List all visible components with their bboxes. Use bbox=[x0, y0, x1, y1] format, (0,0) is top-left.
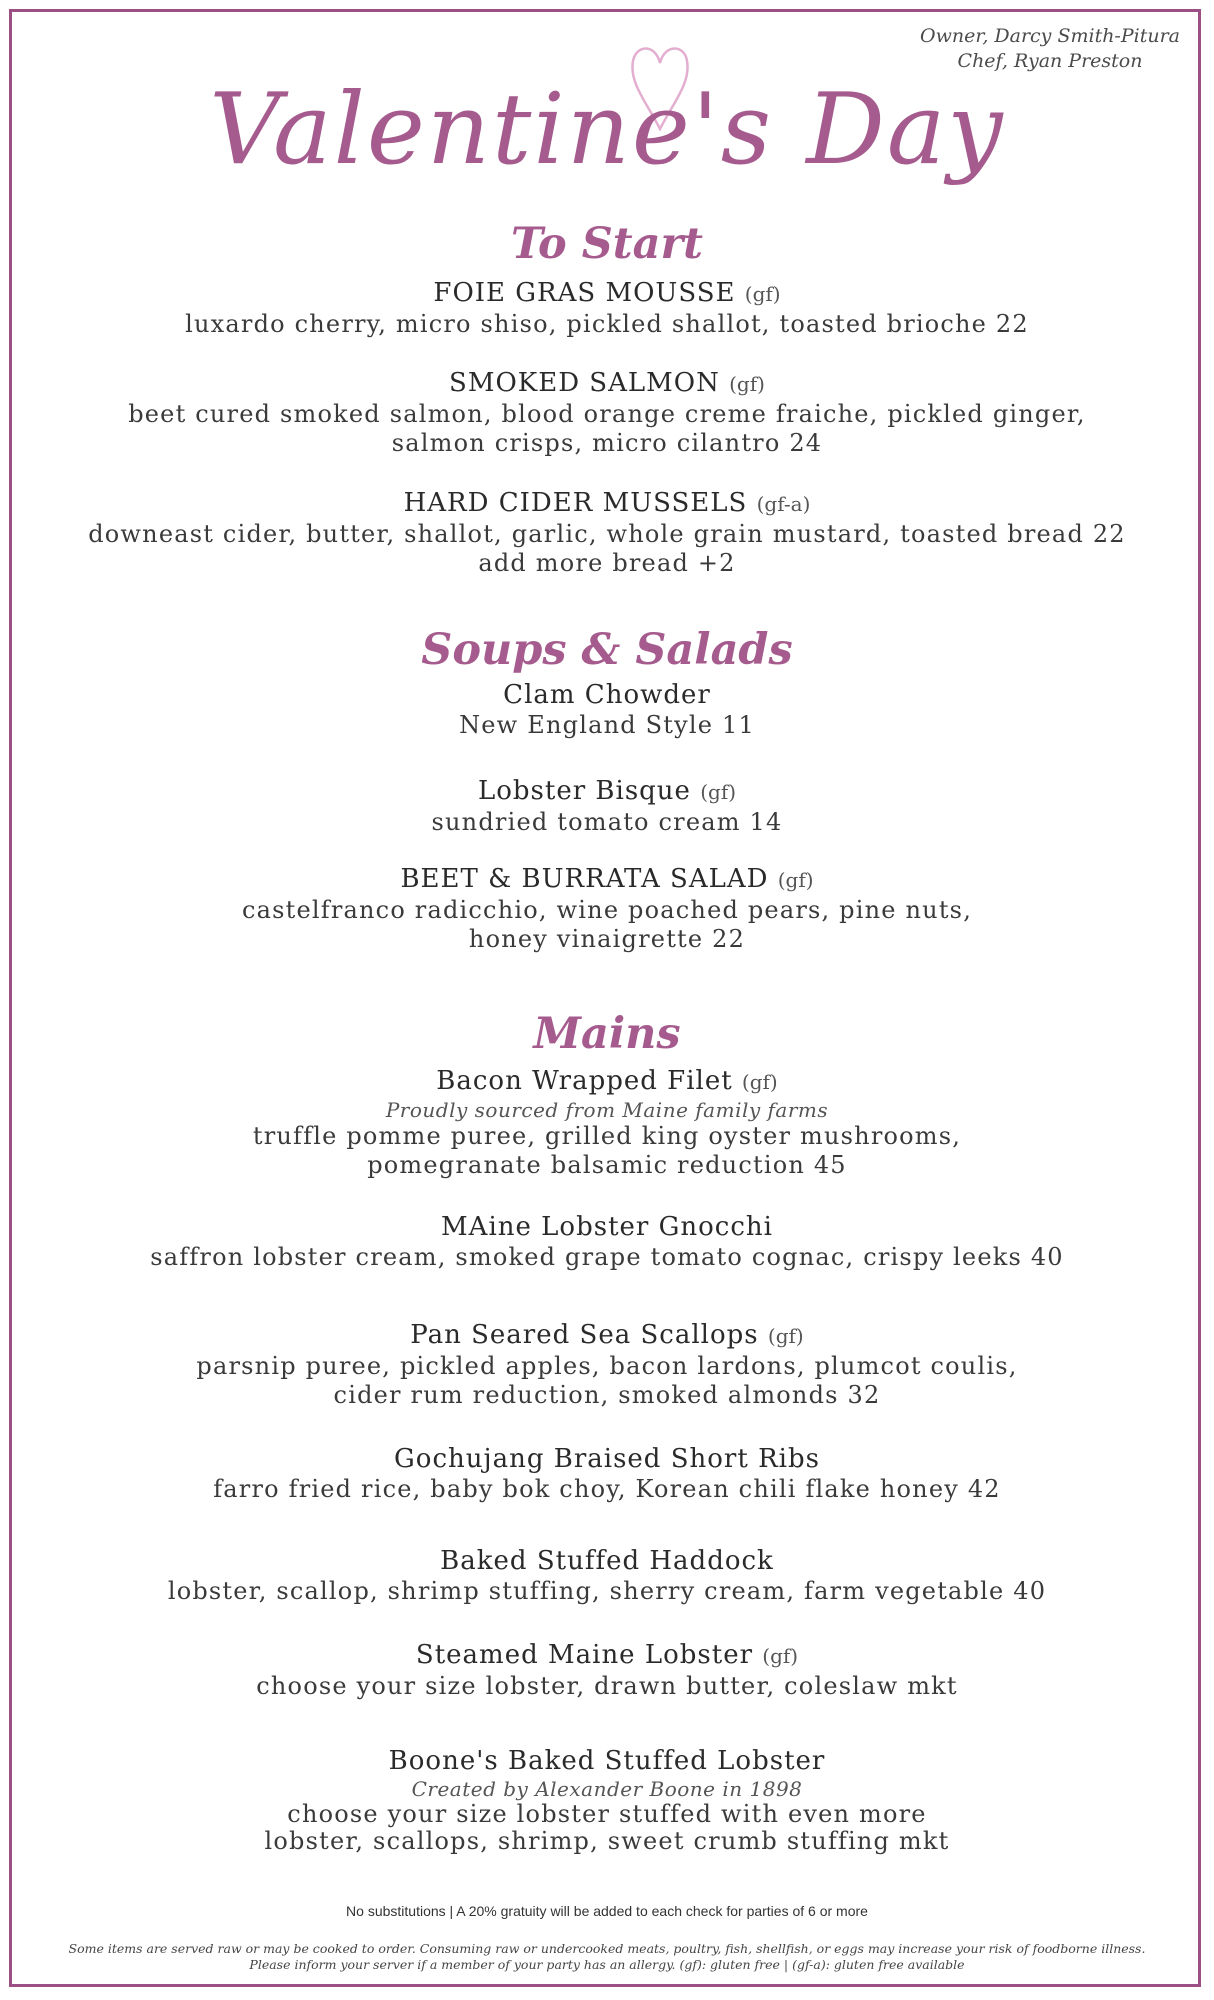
menu-item-foie-gras bbox=[0, 278, 1214, 339]
item-name: Gochujang Braised Short Ribs bbox=[394, 1444, 820, 1474]
menu-item-beet-burrata bbox=[0, 864, 1214, 954]
item-description: pomegranate balsamic reduction 45 bbox=[367, 1151, 847, 1179]
item-description: New England Style 11 bbox=[459, 711, 755, 739]
dietary-tag: (gf-a) bbox=[756, 492, 811, 516]
menu-item-boones-lobster bbox=[0, 1746, 1214, 1855]
item-description: castelfranco radicchio, wine poached pears, pine nuts, bbox=[241, 896, 973, 924]
section-title-soups-salads: Soups & Salads bbox=[421, 625, 793, 675]
dietary-tag: (gf) bbox=[741, 1070, 778, 1094]
item-name: Pan Seared Sea Scallops bbox=[410, 1320, 759, 1350]
item-name: Clam Chowder bbox=[503, 680, 711, 710]
item-note: Proudly sourced from Maine family farms bbox=[385, 1098, 829, 1122]
item-name: Baked Stuffed Haddock bbox=[440, 1546, 774, 1576]
item-description: parsnip puree, pickled apples, bacon lardons, plumcot coulis, bbox=[196, 1352, 1018, 1380]
item-name: HARD CIDER MUSSELS bbox=[403, 488, 748, 518]
item-name: Lobster Bisque bbox=[477, 776, 691, 806]
dietary-tag: (gf) bbox=[700, 780, 737, 804]
menu-item-mussels bbox=[0, 488, 1214, 578]
dietary-tag: (gf) bbox=[729, 372, 765, 396]
item-description: honey vinaigrette 22 bbox=[468, 925, 746, 953]
dietary-tag: (gf) bbox=[777, 868, 814, 892]
item-description: sundried tomato cream 14 bbox=[431, 808, 783, 836]
section-title-mains: Mains bbox=[533, 1009, 681, 1059]
menu-item-lobster-bisque bbox=[0, 776, 1214, 837]
owner-credit: Owner, Darcy Smith-Pitura bbox=[920, 25, 1180, 47]
section-title-to-start: To Start bbox=[510, 219, 703, 269]
item-name: BEET & BURRATA SALAD bbox=[400, 864, 769, 894]
item-description: choose your size lobster, drawn butter, coleslaw mkt bbox=[256, 1672, 958, 1700]
item-name: Bacon Wrapped Filet bbox=[436, 1066, 733, 1096]
dietary-tag: (gf) bbox=[762, 1644, 799, 1668]
menu-item-bacon-filet bbox=[0, 1066, 1214, 1180]
item-description: luxardo cherry, micro shiso, pickled shallot, toasted brioche 22 bbox=[185, 310, 1029, 338]
item-description: truffle pomme puree, grilled king oyster mushrooms, bbox=[252, 1122, 962, 1150]
health-disclaimer bbox=[0, 1941, 1214, 1973]
item-name: FOIE GRAS MOUSSE bbox=[433, 278, 736, 308]
item-description: downeast cider, butter, shallot, garlic, whole grain mustard, toasted bread 22 bbox=[88, 520, 1126, 548]
item-description: lobster, scallop, shrimp stuffing, sherry cream, farm vegetable 40 bbox=[167, 1577, 1047, 1605]
allergy-note: Please inform your server if a member of your party has an allergy. (gf): gluten free | (gf-a): gluten free available bbox=[249, 1957, 965, 1972]
dietary-tag: (gf) bbox=[744, 282, 781, 306]
item-name: Boone's Baked Stuffed Lobster bbox=[388, 1746, 826, 1776]
chef-credit: Chef, Ryan Preston bbox=[957, 50, 1143, 72]
consumer-advisory: Some items are served raw or may be cooked to order. Consuming raw or undercooked meats, poultry, fish, shellfish, or eggs may increase your risk of foodborne illness. bbox=[68, 1941, 1146, 1956]
menu-item-haddock bbox=[0, 1546, 1214, 1606]
menu-item-smoked-salmon bbox=[0, 368, 1214, 458]
staff-credits bbox=[920, 24, 1180, 74]
menu-item-short-ribs bbox=[0, 1444, 1214, 1504]
item-description: choose your size lobster stuffed with even more bbox=[287, 1800, 927, 1828]
menu-item-steamed-lobster bbox=[0, 1640, 1214, 1701]
item-note: Created by Alexander Boone in 1898 bbox=[411, 1777, 803, 1801]
item-name: MAine Lobster Gnocchi bbox=[441, 1212, 773, 1242]
item-name: Steamed Maine Lobster bbox=[415, 1640, 754, 1670]
item-description: salmon crisps, micro cilantro 24 bbox=[391, 429, 823, 457]
menu-item-clam-chowder bbox=[0, 680, 1214, 740]
menu-item-sea-scallops bbox=[0, 1320, 1214, 1410]
item-description: farro fried rice, baby bok choy, Korean chili flake honey 42 bbox=[213, 1475, 1001, 1503]
item-name: SMOKED SALMON bbox=[449, 368, 720, 398]
menu-item-lobster-gnocchi bbox=[0, 1212, 1214, 1272]
item-description: saffron lobster cream, smoked grape tomato cognac, crispy leeks 40 bbox=[150, 1243, 1064, 1271]
item-description: add more bread +2 bbox=[478, 549, 736, 577]
item-description: beet cured smoked salmon, blood orange creme fraiche, pickled ginger, bbox=[128, 400, 1086, 428]
item-description: cider rum reduction, smoked almonds 32 bbox=[333, 1381, 881, 1409]
item-description: lobster, scallops, shrimp, sweet crumb stuffing mkt bbox=[264, 1827, 950, 1855]
policy-note: No substitutions | A 20% gratuity will be added to each check for parties of 6 or more bbox=[346, 1903, 868, 1919]
menu-title: Valentine's Day bbox=[209, 73, 1005, 187]
dietary-tag: (gf) bbox=[767, 1324, 804, 1348]
